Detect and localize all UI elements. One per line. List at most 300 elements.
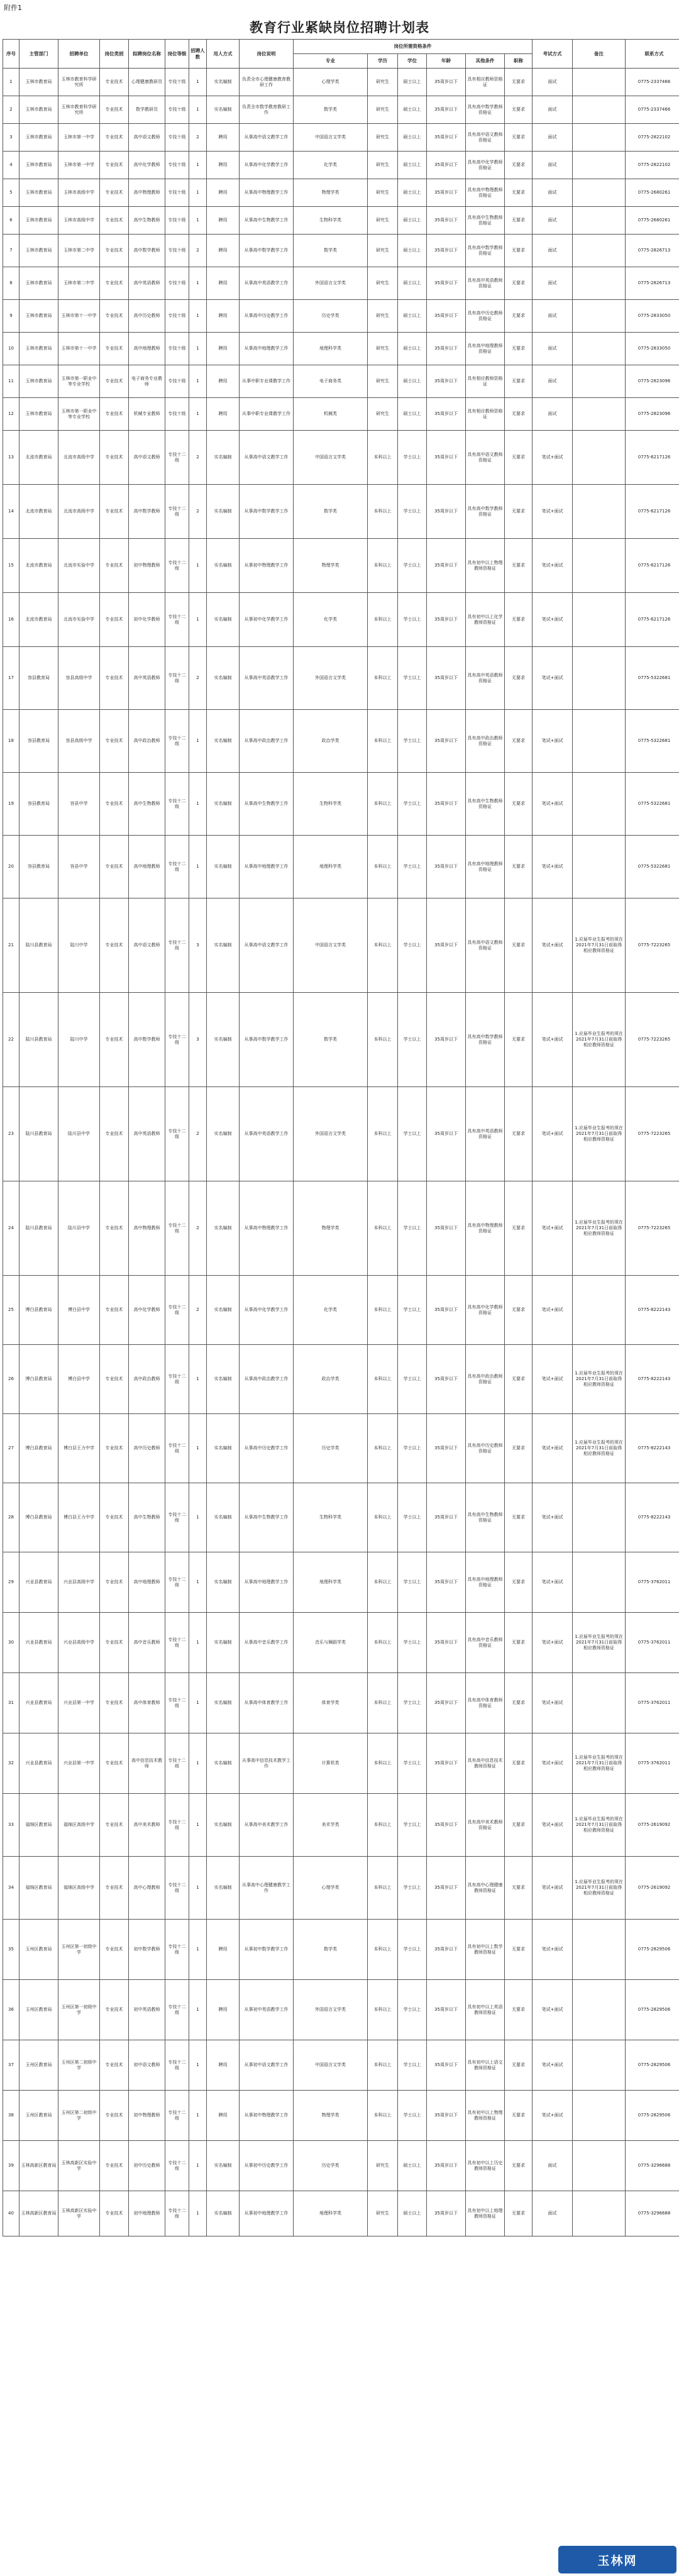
cell-level: 专技十二级 xyxy=(165,593,189,647)
cell-no: 3 xyxy=(3,124,19,152)
cell-major: 物理学类 xyxy=(294,179,368,207)
cell-note: 1.应届毕业生报考的须在2021年7月31日前取得相应教师资格证 xyxy=(573,1857,626,1920)
cell-type: 专业技术 xyxy=(100,710,129,773)
cell-num: 1 xyxy=(189,333,207,365)
cell-edu: 本科以上 xyxy=(368,1087,398,1181)
col-dept: 主管部门 xyxy=(19,40,58,69)
cell-note xyxy=(573,300,626,333)
cell-num: 1 xyxy=(189,2040,207,2091)
cell-exam: 面试 xyxy=(533,2141,573,2191)
cell-note: 1.应届毕业生报考的须在2021年7月31日前取得相应教师资格证 xyxy=(573,993,626,1087)
cell-exam: 笔试+面试 xyxy=(533,773,573,836)
table-row xyxy=(3,1857,679,1920)
cell-deg: 学士以上 xyxy=(398,539,427,593)
cell-deg: 学士以上 xyxy=(398,836,427,898)
cell-unit: 玉林市第一中学 xyxy=(58,124,100,152)
cell-deg: 学士以上 xyxy=(398,1276,427,1345)
cell-tel: 0775-5322681 xyxy=(626,773,679,836)
cell-post: 高中英语教师 xyxy=(129,647,165,710)
cell-num: 1 xyxy=(189,207,207,235)
cell-deg: 学士以上 xyxy=(398,485,427,539)
cell-age: 35周岁以下 xyxy=(427,593,466,647)
cell-deg: 学士以上 xyxy=(398,1613,427,1673)
cell-deg: 学士以上 xyxy=(398,773,427,836)
cell-type: 专业技术 xyxy=(100,365,129,398)
cell-cond: 具有高中数学教师资格证 xyxy=(466,235,505,267)
cell-no: 17 xyxy=(3,647,19,710)
cell-mode: 聘用 xyxy=(207,1920,240,1980)
cell-post: 高中化学教师 xyxy=(129,1276,165,1345)
col-type: 岗位类别 xyxy=(100,40,129,69)
cell-no: 9 xyxy=(3,300,19,333)
cell-dept: 玉林市教育局 xyxy=(19,179,58,207)
cell-edu: 研究生 xyxy=(368,267,398,300)
cell-mode: 聘用 xyxy=(207,300,240,333)
cell-age: 35周岁以下 xyxy=(427,1613,466,1673)
table-row xyxy=(3,1980,679,2040)
cell-no: 24 xyxy=(3,1181,19,1276)
cell-desc: 从事高中语文教学工作 xyxy=(240,124,294,152)
cell-num: 1 xyxy=(189,1733,207,1794)
cell-age: 35周岁以下 xyxy=(427,1181,466,1276)
cell-unit: 容县高级中学 xyxy=(58,710,100,773)
cell-title2: 无要求 xyxy=(505,836,533,898)
cell-major: 数学类 xyxy=(294,96,368,124)
cell-deg: 学士以上 xyxy=(398,1087,427,1181)
cell-mode: 聘用 xyxy=(207,235,240,267)
table-row xyxy=(3,1920,679,1980)
cell-num: 3 xyxy=(189,898,207,993)
cell-num: 1 xyxy=(189,710,207,773)
cell-cond: 具有高中英语教师资格证 xyxy=(466,647,505,710)
cell-note xyxy=(573,647,626,710)
cell-num: 1 xyxy=(189,398,207,431)
cell-post: 高中物理教师 xyxy=(129,1181,165,1276)
cell-desc: 从事初中历史教学工作 xyxy=(240,2141,294,2191)
cell-post: 高中生物教师 xyxy=(129,1483,165,1552)
cell-num: 2 xyxy=(189,1181,207,1276)
cell-title2: 无要求 xyxy=(505,300,533,333)
cell-desc: 从事高中英语教学工作 xyxy=(240,647,294,710)
cell-tel: 0775-2619092 xyxy=(626,1794,679,1857)
cell-major: 数学类 xyxy=(294,1920,368,1980)
cell-deg: 硕士以上 xyxy=(398,365,427,398)
cell-edu: 本科以上 xyxy=(368,647,398,710)
cell-cond: 具有初中以上数学教师资格证 xyxy=(466,1920,505,1980)
col-edu: 学历 xyxy=(368,54,398,69)
cell-no: 7 xyxy=(3,235,19,267)
cell-post: 初中历史教师 xyxy=(129,2141,165,2191)
cell-title2: 无要求 xyxy=(505,179,533,207)
cell-title2: 无要求 xyxy=(505,1345,533,1414)
cell-dept: 博白县教育局 xyxy=(19,1483,58,1552)
cell-level: 专技十二级 xyxy=(165,431,189,485)
cell-cond: 具有高中政治教师资格证 xyxy=(466,1345,505,1414)
cell-tel: 0775-2826713 xyxy=(626,267,679,300)
col-title: 职称 xyxy=(505,54,533,69)
cell-title2: 无要求 xyxy=(505,69,533,96)
cell-mode: 聘用 xyxy=(207,124,240,152)
cell-num: 3 xyxy=(189,993,207,1087)
cell-deg: 学士以上 xyxy=(398,2040,427,2091)
table-body xyxy=(3,69,679,2236)
cell-unit: 玉林市第十一中学 xyxy=(58,333,100,365)
cell-exam: 面试 xyxy=(533,179,573,207)
cell-post: 高中语文教师 xyxy=(129,898,165,993)
cell-no: 37 xyxy=(3,2040,19,2091)
cell-mode: 实名编制 xyxy=(207,96,240,124)
cell-no: 27 xyxy=(3,1414,19,1483)
table-row xyxy=(3,593,679,647)
cell-dept: 福绵区教育局 xyxy=(19,1857,58,1920)
cell-post: 高中政治教师 xyxy=(129,710,165,773)
cell-post: 数学教研员 xyxy=(129,96,165,124)
cell-cond: 具有高中物理教师资格证 xyxy=(466,179,505,207)
cell-num: 1 xyxy=(189,152,207,179)
cell-major: 外国语言文学类 xyxy=(294,1087,368,1181)
cell-major: 物理学类 xyxy=(294,2091,368,2141)
cell-edu: 本科以上 xyxy=(368,1552,398,1613)
document-title: 教育行业紧缺岗位招聘计划表 xyxy=(250,19,429,35)
cell-major: 地理科学类 xyxy=(294,1552,368,1613)
cell-desc: 从事高中数学教学工作 xyxy=(240,235,294,267)
cell-no: 36 xyxy=(3,1980,19,2040)
cell-type: 专业技术 xyxy=(100,1276,129,1345)
cell-level: 专技十二级 xyxy=(165,1345,189,1414)
cell-no: 13 xyxy=(3,431,19,485)
cell-age: 35周岁以下 xyxy=(427,1087,466,1181)
cell-cond: 具有初中以上地理教师资格证 xyxy=(466,2191,505,2236)
cell-cond: 具有高中数学教师资格证 xyxy=(466,485,505,539)
cell-tel: 0775-7223265 xyxy=(626,1181,679,1276)
cell-tel: 0775-8222143 xyxy=(626,1483,679,1552)
cell-level: 专技十级 xyxy=(165,152,189,179)
table-row xyxy=(3,898,679,993)
table-row xyxy=(3,235,679,267)
cell-post: 高中数学教师 xyxy=(129,485,165,539)
cell-title2: 无要求 xyxy=(505,1733,533,1794)
cell-note xyxy=(573,485,626,539)
table-row xyxy=(3,300,679,333)
cell-deg: 学士以上 xyxy=(398,1794,427,1857)
cell-note xyxy=(573,69,626,96)
recruitment-table xyxy=(3,39,679,2236)
cell-cond: 具有相应教师资格证 xyxy=(466,398,505,431)
cell-exam: 笔试+面试 xyxy=(533,539,573,593)
cell-mode: 实名编制 xyxy=(207,431,240,485)
cell-edu: 研究生 xyxy=(368,124,398,152)
cell-dept: 容县教育局 xyxy=(19,836,58,898)
cell-cond: 具有相应教师资格证 xyxy=(466,69,505,96)
cell-unit: 陆川中学 xyxy=(58,993,100,1087)
cell-post: 高中生物教师 xyxy=(129,207,165,235)
cell-cond: 具有高中历史教师资格证 xyxy=(466,300,505,333)
cell-post: 高中地理教师 xyxy=(129,1552,165,1613)
cell-desc: 从事高中历史教学工作 xyxy=(240,300,294,333)
cell-desc: 从事初中地理教学工作 xyxy=(240,2191,294,2236)
cell-level: 专技十级 xyxy=(165,267,189,300)
cell-dept: 博白县教育局 xyxy=(19,1276,58,1345)
cell-num: 2 xyxy=(189,124,207,152)
cell-level: 专技十级 xyxy=(165,333,189,365)
cell-title2: 无要求 xyxy=(505,593,533,647)
cell-no: 2 xyxy=(3,96,19,124)
cell-type: 专业技术 xyxy=(100,1733,129,1794)
col-major: 专业 xyxy=(294,54,368,69)
cell-title2: 无要求 xyxy=(505,333,533,365)
table-row xyxy=(3,773,679,836)
cell-age: 35周岁以下 xyxy=(427,1980,466,2040)
cell-deg: 硕士以上 xyxy=(398,69,427,96)
cell-no: 14 xyxy=(3,485,19,539)
cell-num: 2 xyxy=(189,235,207,267)
cell-note xyxy=(573,365,626,398)
cell-edu: 本科以上 xyxy=(368,710,398,773)
cell-desc: 从事初中化学教学工作 xyxy=(240,593,294,647)
cell-major: 体育学类 xyxy=(294,1673,368,1733)
cell-exam: 笔试+面试 xyxy=(533,836,573,898)
cell-no: 33 xyxy=(3,1794,19,1857)
cell-title2: 无要求 xyxy=(505,267,533,300)
cell-post: 高中历史教师 xyxy=(129,1414,165,1483)
cell-dept: 玉州区教育局 xyxy=(19,2040,58,2091)
cell-age: 35周岁以下 xyxy=(427,2191,466,2236)
table-row xyxy=(3,365,679,398)
table-row xyxy=(3,96,679,124)
table-row xyxy=(3,710,679,773)
cell-age: 35周岁以下 xyxy=(427,398,466,431)
cell-unit: 容县中学 xyxy=(58,836,100,898)
cell-major: 政治学类 xyxy=(294,1345,368,1414)
col-degree: 学位 xyxy=(398,54,427,69)
cell-no: 28 xyxy=(3,1483,19,1552)
cell-unit: 玉州区第二初级中学 xyxy=(58,2040,100,2091)
cell-desc: 从事高中化学教学工作 xyxy=(240,1276,294,1345)
cell-title2: 无要求 xyxy=(505,1276,533,1345)
cell-deg: 学士以上 xyxy=(398,1414,427,1483)
cell-cond: 具有高中化学教师资格证 xyxy=(466,1276,505,1345)
cell-title2: 无要求 xyxy=(505,2141,533,2191)
cell-mode: 聘用 xyxy=(207,207,240,235)
cell-edu: 本科以上 xyxy=(368,1613,398,1673)
cell-post: 电子商务专业教师 xyxy=(129,365,165,398)
cell-major: 化学类 xyxy=(294,1276,368,1345)
cell-exam: 笔试+面试 xyxy=(533,1673,573,1733)
cell-edu: 研究生 xyxy=(368,2141,398,2191)
cell-type: 专业技术 xyxy=(100,96,129,124)
cell-mode: 聘用 xyxy=(207,2040,240,2091)
cell-dept: 陆川县教育局 xyxy=(19,993,58,1087)
cell-major: 数学类 xyxy=(294,993,368,1087)
cell-major: 生物科学类 xyxy=(294,773,368,836)
cell-desc: 从事高中数学教学工作 xyxy=(240,485,294,539)
cell-edu: 本科以上 xyxy=(368,1733,398,1794)
cell-major: 外国语言文学类 xyxy=(294,647,368,710)
cell-level: 专技十二级 xyxy=(165,1733,189,1794)
table-row xyxy=(3,2040,679,2091)
cell-no: 34 xyxy=(3,1857,19,1920)
cell-deg: 学士以上 xyxy=(398,431,427,485)
cell-exam: 面试 xyxy=(533,124,573,152)
cell-cond: 具有初中以上物理教师资格证 xyxy=(466,2091,505,2141)
cell-mode: 聘用 xyxy=(207,2091,240,2141)
cell-unit: 兴业县高级中学 xyxy=(58,1613,100,1673)
cell-mode: 实名编制 xyxy=(207,2141,240,2191)
cell-level: 专技十二级 xyxy=(165,898,189,993)
cell-unit: 兴业县第一中学 xyxy=(58,1733,100,1794)
cell-dept: 玉林市教育局 xyxy=(19,124,58,152)
cell-edu: 本科以上 xyxy=(368,773,398,836)
cell-mode: 实名编制 xyxy=(207,1613,240,1673)
cell-type: 专业技术 xyxy=(100,2191,129,2236)
cell-num: 1 xyxy=(189,773,207,836)
cell-deg: 学士以上 xyxy=(398,1345,427,1414)
cell-post: 初中地理教师 xyxy=(129,2191,165,2236)
cell-type: 专业技术 xyxy=(100,1673,129,1733)
cell-deg: 学士以上 xyxy=(398,1857,427,1920)
cell-level: 专技十二级 xyxy=(165,1980,189,2040)
cell-type: 专业技术 xyxy=(100,1980,129,2040)
cell-deg: 硕士以上 xyxy=(398,124,427,152)
cell-type: 专业技术 xyxy=(100,2040,129,2091)
table-row xyxy=(3,2091,679,2141)
cell-title2: 无要求 xyxy=(505,96,533,124)
cell-level: 专技十二级 xyxy=(165,2141,189,2191)
cell-unit: 兴业县高级中学 xyxy=(58,1552,100,1613)
cell-level: 专技十二级 xyxy=(165,1857,189,1920)
cell-note xyxy=(573,2091,626,2141)
cell-desc: 从事高中体育教学工作 xyxy=(240,1673,294,1733)
cell-unit: 玉林市高级中学 xyxy=(58,207,100,235)
cell-level: 专技十二级 xyxy=(165,1613,189,1673)
cell-edu: 研究生 xyxy=(368,300,398,333)
cell-post: 高中信息技术教师 xyxy=(129,1733,165,1794)
cell-dept: 玉林市教育局 xyxy=(19,333,58,365)
cell-title2: 无要求 xyxy=(505,1414,533,1483)
cell-post: 初中物理教师 xyxy=(129,539,165,593)
cell-type: 专业技术 xyxy=(100,207,129,235)
cell-note xyxy=(573,152,626,179)
cell-deg: 学士以上 xyxy=(398,1733,427,1794)
table-row xyxy=(3,539,679,593)
cell-deg: 硕士以上 xyxy=(398,300,427,333)
cell-no: 4 xyxy=(3,152,19,179)
table-row xyxy=(3,1345,679,1414)
cell-no: 15 xyxy=(3,539,19,593)
cell-dept: 玉林市教育局 xyxy=(19,69,58,96)
cell-tel: 0775-2829506 xyxy=(626,2091,679,2141)
cell-num: 2 xyxy=(189,431,207,485)
cell-edu: 本科以上 xyxy=(368,1673,398,1733)
cell-tel: 0775-8222143 xyxy=(626,1276,679,1345)
cell-note: 1.应届毕业生报考的须在2021年7月31日前取得相应教师资格证 xyxy=(573,1345,626,1414)
cell-deg: 硕士以上 xyxy=(398,267,427,300)
cell-note xyxy=(573,398,626,431)
cell-age: 35周岁以下 xyxy=(427,1733,466,1794)
cell-tel: 0775-6217126 xyxy=(626,485,679,539)
cell-unit: 玉林市教育科学研究所 xyxy=(58,69,100,96)
cell-age: 35周岁以下 xyxy=(427,773,466,836)
table-row xyxy=(3,152,679,179)
cell-tel: 0775-3296688 xyxy=(626,2191,679,2236)
cell-age: 35周岁以下 xyxy=(427,69,466,96)
cell-exam: 笔试+面试 xyxy=(533,1087,573,1181)
cell-unit: 博白县中学 xyxy=(58,1276,100,1345)
cell-type: 专业技术 xyxy=(100,431,129,485)
cell-post: 高中地理教师 xyxy=(129,333,165,365)
cell-tel: 0775-3762011 xyxy=(626,1733,679,1794)
cell-note xyxy=(573,431,626,485)
cell-desc: 从事高中美术教学工作 xyxy=(240,1794,294,1857)
cell-dept: 兴业县教育局 xyxy=(19,1613,58,1673)
cell-deg: 硕士以上 xyxy=(398,2141,427,2191)
cell-dept: 容县教育局 xyxy=(19,710,58,773)
col-note: 备注 xyxy=(573,40,626,69)
cell-type: 专业技术 xyxy=(100,1613,129,1673)
cell-note xyxy=(573,1276,626,1345)
cell-title2: 无要求 xyxy=(505,1613,533,1673)
cell-tel: 0775-5322681 xyxy=(626,710,679,773)
table-row xyxy=(3,69,679,96)
cell-age: 35周岁以下 xyxy=(427,836,466,898)
cell-edu: 本科以上 xyxy=(368,1920,398,1980)
cell-cond: 具有高中地理教师资格证 xyxy=(466,333,505,365)
cell-major: 心理学类 xyxy=(294,69,368,96)
cell-num: 1 xyxy=(189,2141,207,2191)
cell-note xyxy=(573,333,626,365)
cell-cond: 具有高中政治教师资格证 xyxy=(466,710,505,773)
cell-post: 高中心理教师 xyxy=(129,1857,165,1920)
cell-type: 专业技术 xyxy=(100,179,129,207)
cell-major: 历史学类 xyxy=(294,300,368,333)
cell-level: 专技十级 xyxy=(165,365,189,398)
cell-desc: 从事高中音乐教学工作 xyxy=(240,1613,294,1673)
cell-tel: 0775-2337466 xyxy=(626,69,679,96)
cell-exam: 面试 xyxy=(533,152,573,179)
cell-num: 2 xyxy=(189,647,207,710)
cell-edu: 研究生 xyxy=(368,69,398,96)
cell-level: 专技十二级 xyxy=(165,1552,189,1613)
cell-deg: 学士以上 xyxy=(398,993,427,1087)
cell-unit: 北流市实验中学 xyxy=(58,593,100,647)
cell-deg: 学士以上 xyxy=(398,1552,427,1613)
cell-type: 专业技术 xyxy=(100,1483,129,1552)
cell-dept: 兴业县教育局 xyxy=(19,1552,58,1613)
cell-mode: 实名编制 xyxy=(207,710,240,773)
cell-edu: 研究生 xyxy=(368,398,398,431)
cell-dept: 博白县教育局 xyxy=(19,1345,58,1414)
cell-level: 专技十二级 xyxy=(165,993,189,1087)
cell-tel: 0775-2826713 xyxy=(626,235,679,267)
cell-no: 32 xyxy=(3,1733,19,1794)
cell-note xyxy=(573,1483,626,1552)
cell-note xyxy=(573,1980,626,2040)
cell-type: 专业技术 xyxy=(100,333,129,365)
table-row xyxy=(3,267,679,300)
cell-desc: 从事初中语文教学工作 xyxy=(240,2040,294,2091)
cell-mode: 聘用 xyxy=(207,152,240,179)
cell-deg: 学士以上 xyxy=(398,2091,427,2141)
table-row xyxy=(3,431,679,485)
cell-age: 35周岁以下 xyxy=(427,1276,466,1345)
cell-exam: 面试 xyxy=(533,300,573,333)
cell-major: 音乐与舞蹈学类 xyxy=(294,1613,368,1673)
cell-title2: 无要求 xyxy=(505,485,533,539)
cell-mode: 实名编制 xyxy=(207,1414,240,1483)
cell-deg: 学士以上 xyxy=(398,898,427,993)
col-no: 序号 xyxy=(3,40,19,69)
table-row xyxy=(3,1276,679,1345)
